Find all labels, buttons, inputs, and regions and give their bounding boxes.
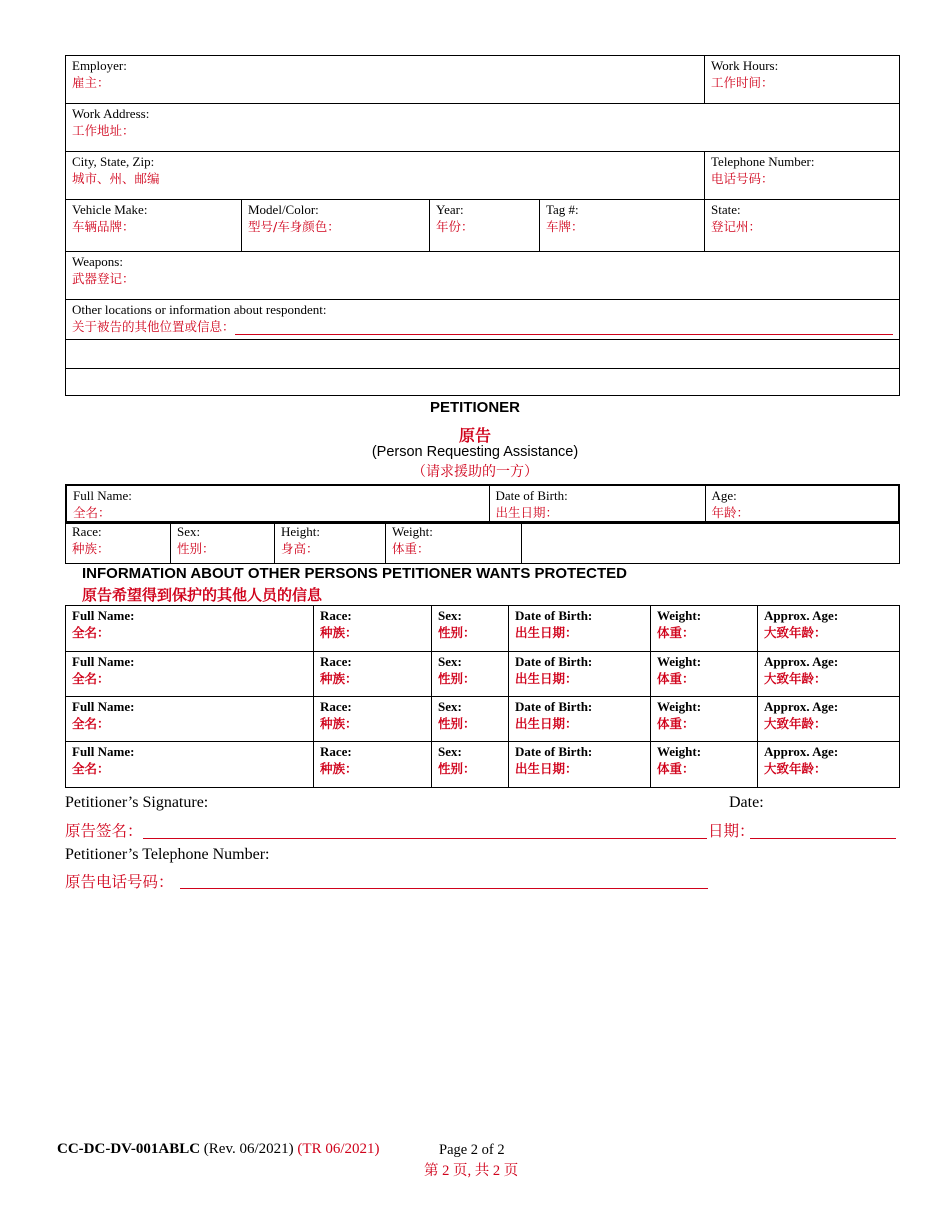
tag-field[interactable]: [540, 200, 705, 252]
petitioner-race-label: Race:: [72, 524, 102, 539]
form-rev: (Rev. 06/2021): [203, 1141, 294, 1157]
signature-label-zh: 原告签名：: [65, 822, 143, 840]
date-label-zh: 日期：: [708, 822, 755, 840]
protected-race-label-zh: 种族：: [320, 625, 358, 640]
other-info-field[interactable]: [66, 300, 900, 340]
telephone-label-zh: 电话号码：: [711, 171, 774, 186]
employer-label-zh: 雇主：: [72, 75, 110, 90]
model-color-label-zh: 型号/车身颜色：: [248, 219, 340, 234]
phone-label: Petitioner’s Telephone Number:: [65, 846, 270, 863]
protected-dob-label: Date of Birth:: [515, 699, 593, 714]
protected-age-label: Approx. Age:: [764, 608, 839, 623]
protected-weight-field[interactable]: [651, 652, 758, 697]
petitioner-full-name-label-zh: 全名：: [73, 505, 111, 520]
model-color-field[interactable]: [242, 200, 430, 252]
tag-label-zh: 车牌：: [546, 219, 584, 234]
protected-sex-label-zh: 性别：: [438, 716, 476, 731]
other-info-extra-line-2[interactable]: [66, 369, 900, 396]
state-field[interactable]: [705, 200, 900, 252]
protected-person-row: [66, 606, 900, 652]
protected-weight-label: Weight:: [657, 699, 702, 714]
phone-line[interactable]: [180, 888, 708, 889]
date-line[interactable]: [750, 838, 896, 839]
protected-full-name-label-zh: 全名：: [72, 716, 110, 731]
form-id: CC-DC-DV-001ABLC: [57, 1141, 201, 1157]
petitioner-subtitle: (Person Requesting Assistance): [371, 444, 579, 460]
protected-dob-label-zh: 出生日期：: [515, 716, 578, 731]
protected-dob-label: Date of Birth:: [515, 654, 593, 669]
weapons-label: Weapons:: [72, 254, 123, 269]
page-number: Page 2 of 2: [439, 1142, 505, 1158]
petitioner-height-field[interactable]: [275, 522, 386, 564]
protected-age-label-zh: 大致年龄：: [764, 625, 827, 640]
protected-dob-label-zh: 出生日期：: [515, 761, 578, 776]
protected-dob-label-zh: 出生日期：: [515, 671, 578, 686]
protected-title-zh: 原告希望得到保护的其他人员的信息: [82, 586, 323, 604]
protected-weight-label: Weight:: [657, 654, 702, 669]
protected-age-label: Approx. Age:: [764, 654, 839, 669]
protected-sex-label: Sex:: [438, 608, 462, 623]
protected-age-field[interactable]: [758, 742, 900, 788]
petitioner-title-zh: 原告: [458, 426, 491, 445]
telephone-label: Telephone Number:: [711, 154, 815, 169]
protected-dob-field[interactable]: [509, 652, 651, 697]
work-hours-field[interactable]: [705, 56, 900, 104]
weapons-field[interactable]: [66, 252, 900, 300]
city-state-zip-label: City, State, Zip:: [72, 154, 155, 169]
form-tr: (TR 06/2021): [297, 1141, 380, 1157]
tag-label: Tag #:: [546, 202, 579, 217]
petitioner-weight-label-zh: 体重：: [392, 541, 430, 556]
protected-weight-label-zh: 体重：: [657, 716, 695, 731]
protected-sex-field[interactable]: [432, 697, 509, 742]
protected-sex-label-zh: 性别：: [438, 671, 476, 686]
protected-weight-field[interactable]: [651, 606, 758, 652]
protected-race-label: Race:: [320, 608, 352, 623]
protected-full-name-field[interactable]: [66, 652, 314, 697]
petitioner-height-label-zh: 身高：: [281, 541, 319, 556]
protected-age-field[interactable]: [758, 652, 900, 697]
petitioner-physical-table: [65, 521, 900, 564]
protected-full-name-label-zh: 全名：: [72, 671, 110, 686]
petitioner-age-label: Age:: [711, 488, 737, 503]
year-label: Year:: [436, 202, 464, 217]
protected-dob-field[interactable]: [509, 697, 651, 742]
petitioner-title: PETITIONER: [429, 399, 520, 416]
protected-age-label-zh: 大致年龄：: [764, 716, 827, 731]
model-color-label: Model/Color:: [248, 202, 319, 217]
petitioner-sex-label: Sex:: [177, 524, 201, 539]
protected-dob-label: Date of Birth:: [515, 744, 593, 759]
protected-full-name-label: Full Name:: [72, 608, 135, 623]
protected-age-label-zh: 大致年龄：: [764, 671, 827, 686]
protected-weight-label: Weight:: [657, 744, 702, 759]
state-label: State:: [711, 202, 741, 217]
protected-full-name-label: Full Name:: [72, 699, 135, 714]
state-label-zh: 登记州：: [711, 219, 762, 234]
work-hours-label-zh: 工作时间：: [711, 75, 774, 90]
petitioner-age-label-zh: 年龄：: [711, 505, 750, 520]
vehicle-make-field[interactable]: [66, 200, 242, 252]
protected-sex-field[interactable]: [432, 652, 509, 697]
petitioner-info-table: [65, 484, 900, 524]
protected-race-label: Race:: [320, 744, 352, 759]
petitioner-age-field[interactable]: [705, 485, 899, 523]
protected-person-row: [66, 742, 900, 788]
protected-weight-field[interactable]: [651, 742, 758, 788]
protected-sex-label: Sex:: [438, 654, 462, 669]
other-info-line: [72, 318, 893, 335]
protected-race-field[interactable]: [314, 606, 432, 652]
petitioner-weight-label: Weight:: [392, 524, 433, 539]
protected-full-name-label-zh: 全名：: [72, 625, 110, 640]
vehicle-make-label: Vehicle Make:: [72, 202, 148, 217]
petitioner-dob-label-zh: 出生日期：: [495, 505, 559, 520]
protected-weight-label-zh: 体重：: [657, 761, 695, 776]
work-address-label: Work Address:: [72, 106, 150, 121]
year-field[interactable]: [430, 200, 540, 252]
work-address-label-zh: 工作地址：: [72, 123, 135, 138]
petitioner-race-field[interactable]: [66, 522, 171, 564]
footer-form-info: [57, 1141, 379, 1158]
telephone-field[interactable]: [705, 152, 900, 200]
protected-sex-field[interactable]: [432, 606, 509, 652]
protected-weight-label-zh: 体重：: [657, 625, 695, 640]
protected-person-row: [66, 697, 900, 742]
protected-race-label-zh: 种族：: [320, 671, 358, 686]
protected-sex-field[interactable]: [432, 742, 509, 788]
vehicle-make-label-zh: 车辆品牌：: [72, 219, 135, 234]
protected-age-label: Approx. Age:: [764, 699, 839, 714]
petitioner-full-name-field[interactable]: [66, 485, 489, 523]
protected-sex-label: Sex:: [438, 699, 462, 714]
employer-field[interactable]: [66, 56, 705, 104]
protected-sex-label-zh: 性别：: [438, 625, 476, 640]
petitioner-height-label: Height:: [281, 524, 320, 539]
petitioner-blank-field: [522, 522, 900, 564]
protected-persons-table: [65, 605, 900, 788]
other-info-label: Other locations or information about respondent:: [72, 302, 327, 317]
work-address-field[interactable]: [66, 104, 900, 152]
city-state-zip-label-zh: 城市、州、邮编: [72, 171, 160, 186]
protected-race-field[interactable]: [314, 697, 432, 742]
other-info-underline: [235, 320, 894, 335]
protected-title: INFORMATION ABOUT OTHER PERSONS PETITIONER WANTS PROTECTED: [82, 565, 628, 582]
page-number-zh: 第 2 页, 共 2 页: [424, 1163, 519, 1179]
year-label-zh: 年份：: [436, 219, 474, 234]
protected-full-name-field[interactable]: [66, 742, 314, 788]
weapons-label-zh: 武器登记：: [72, 271, 135, 286]
petitioner-dob-label: Date of Birth:: [495, 488, 568, 503]
respondent-info-table: [65, 55, 900, 396]
protected-full-name-field[interactable]: [66, 606, 314, 652]
protected-person-row: [66, 652, 900, 697]
other-info-label-zh: 关于被告的其他位置或信息：: [72, 319, 235, 334]
petitioner-dob-field[interactable]: [489, 485, 705, 523]
petitioner-full-name-label: Full Name:: [73, 488, 132, 503]
petitioner-sex-label-zh: 性别：: [177, 541, 215, 556]
other-info-extra-line-1[interactable]: [66, 340, 900, 369]
city-state-zip-field[interactable]: [66, 152, 705, 200]
protected-weight-label: Weight:: [657, 608, 702, 623]
date-label: Date:: [729, 794, 764, 811]
petitioner-sex-field[interactable]: [171, 522, 275, 564]
protected-weight-label-zh: 体重：: [657, 671, 695, 686]
protected-weight-field[interactable]: [651, 697, 758, 742]
protected-age-field[interactable]: [758, 606, 900, 652]
petitioner-subtitle-zh: （请求援助的一方）: [412, 464, 538, 480]
protected-full-name-label: Full Name:: [72, 654, 135, 669]
protected-dob-field[interactable]: [509, 606, 651, 652]
petitioner-weight-field[interactable]: [386, 522, 522, 564]
protected-race-field[interactable]: [314, 652, 432, 697]
signature-label: Petitioner’s Signature:: [65, 794, 209, 811]
protected-full-name-field[interactable]: [66, 697, 314, 742]
protected-race-label: Race:: [320, 699, 352, 714]
protected-race-label-zh: 种族：: [320, 716, 358, 731]
phone-label-zh: 原告电话号码：: [65, 873, 174, 891]
petitioner-race-label-zh: 种族：: [72, 541, 110, 556]
protected-age-label-zh: 大致年龄：: [764, 761, 827, 776]
employer-label: Employer:: [72, 58, 127, 73]
protected-dob-field[interactable]: [509, 742, 651, 788]
protected-age-field[interactable]: [758, 697, 900, 742]
protected-race-label: Race:: [320, 654, 352, 669]
signature-line[interactable]: [143, 838, 707, 839]
protected-sex-label: Sex:: [438, 744, 462, 759]
protected-dob-label-zh: 出生日期：: [515, 625, 578, 640]
protected-full-name-label: Full Name:: [72, 744, 135, 759]
protected-age-label: Approx. Age:: [764, 744, 839, 759]
protected-dob-label: Date of Birth:: [515, 608, 593, 623]
work-hours-label: Work Hours:: [711, 58, 779, 73]
protected-full-name-label-zh: 全名：: [72, 761, 110, 776]
protected-sex-label-zh: 性别：: [438, 761, 476, 776]
protected-race-label-zh: 种族：: [320, 761, 358, 776]
protected-race-field[interactable]: [314, 742, 432, 788]
